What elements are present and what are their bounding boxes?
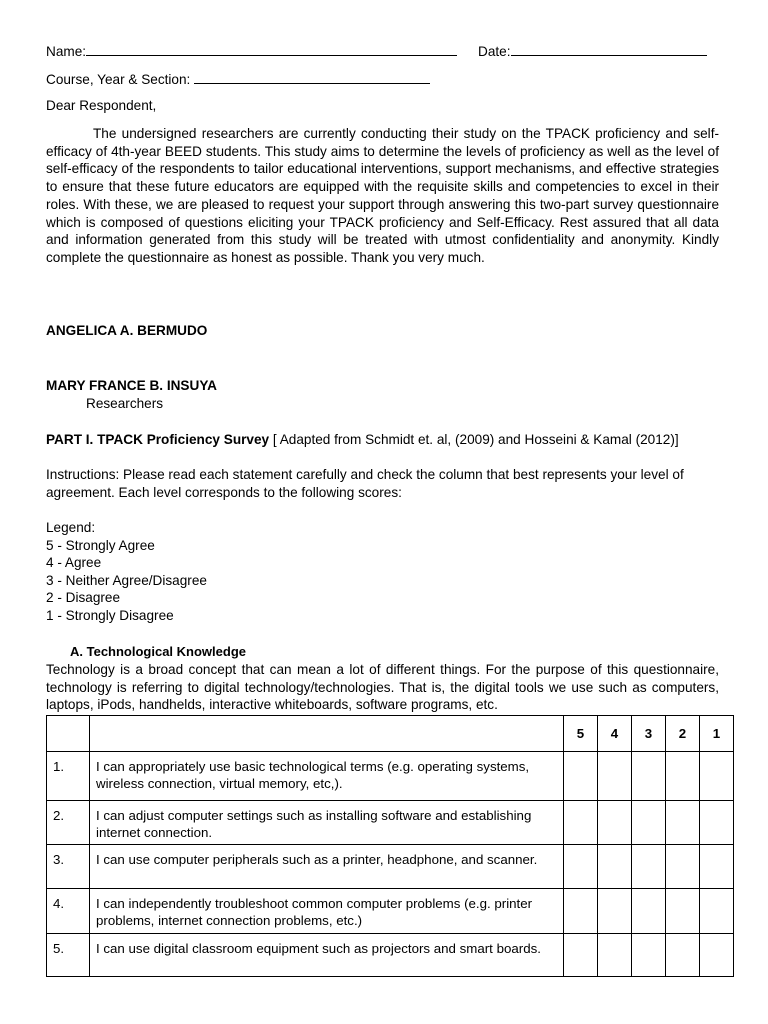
score-cell-3[interactable] <box>632 752 666 801</box>
intro-text: The undersigned researchers are currently conducting their study on the TPACK proficiency and self-efficacy of 4th-year BEED students. This study aims to determine the levels of proficiency as well as the level of self-efficacy of the respondents to tailor educational interventions, support mechanisms, and effective strategies to ensure that these future educators are equipped with the requisite skills and competencies to excel in their roles. With these, we are pleased to request your support through answering this two-part survey questionnaire which is composed of questions eliciting your TPACK proficiency and Self-Efficacy. Rest assured that all data and information generated from this study will be treated with utmost confidentiality and anonymity. Kindly complete the questionnaire as honest as possible. Thank you very much. <box>46 126 719 265</box>
table-header-row <box>47 716 734 752</box>
part1-heading <box>46 432 679 447</box>
part1-source: [ Adapted from Schmidt et. al, (2009) and Hosseini & Kamal (2012)] <box>272 432 679 447</box>
legend-item: 2 - Disagree <box>46 590 121 606</box>
name-field <box>46 43 457 59</box>
score-cell-2[interactable] <box>666 801 700 845</box>
score-cell-3[interactable] <box>632 845 666 889</box>
researchers-role: Researchers <box>86 396 164 411</box>
item-number: 2. <box>47 801 90 845</box>
score-cell-5[interactable] <box>564 801 598 845</box>
score-cell-4[interactable] <box>598 801 632 845</box>
score-cell-2[interactable] <box>666 889 700 934</box>
score-cell-5[interactable] <box>564 934 598 977</box>
legend-item: 5 - Strongly Agree <box>46 537 155 553</box>
score-cell-2[interactable] <box>666 752 700 801</box>
item-number: 3. <box>47 845 90 889</box>
table-row <box>47 752 734 801</box>
name-blank[interactable] <box>86 43 457 56</box>
course-field <box>46 71 430 87</box>
researcher-name-1: ANGELICA A. BERMUDO <box>46 323 208 338</box>
score-cell-3[interactable] <box>632 889 666 934</box>
score-cell-1[interactable] <box>700 889 734 934</box>
score-cell-4[interactable] <box>598 845 632 889</box>
part1-title: PART I. TPACK Proficiency Survey <box>46 432 270 447</box>
item-statement: I can independently troubleshoot common computer problems (e.g. printer problems, internet connection problems, etc.) <box>90 889 564 934</box>
score-cell-2[interactable] <box>666 934 700 977</box>
table-row <box>47 845 734 889</box>
table-row <box>47 934 734 977</box>
header-num-cell <box>47 716 90 752</box>
legend <box>46 519 207 625</box>
date-blank[interactable] <box>511 43 707 56</box>
score-cell-4[interactable] <box>598 934 632 977</box>
item-statement: I can adjust computer settings such as installing software and establishing internet connection. <box>90 801 564 845</box>
item-number: 5. <box>47 934 90 977</box>
date-field <box>478 43 707 59</box>
date-label: Date: <box>478 44 511 59</box>
score-cell-2[interactable] <box>666 845 700 889</box>
score-cell-4[interactable] <box>598 889 632 934</box>
intro-paragraph <box>46 125 719 267</box>
score-cell-1[interactable] <box>700 845 734 889</box>
researcher-name-2: MARY FRANCE B. INSUYA <box>46 378 217 393</box>
table-row <box>47 889 734 934</box>
course-blank[interactable] <box>194 71 430 84</box>
name-label: Name: <box>46 44 87 59</box>
score-header-1: 1 <box>700 716 734 752</box>
item-statement: I can use computer peripherals such as a printer, headphone, and scanner. <box>90 845 564 889</box>
tk-survey-table <box>46 715 734 977</box>
section-a-title: A. Technological Knowledge <box>70 644 246 659</box>
item-number: 4. <box>47 889 90 934</box>
instructions: Instructions: Please read each statement carefully and check the column that best represents your level of agreement. Each level corresponds to the following scores: <box>46 467 684 500</box>
score-header-3: 3 <box>632 716 666 752</box>
salutation: Dear Respondent, <box>46 98 157 113</box>
score-header-4: 4 <box>598 716 632 752</box>
legend-item: 1 - Strongly Disagree <box>46 607 174 623</box>
score-cell-4[interactable] <box>598 752 632 801</box>
legend-item: 4 - Agree <box>46 555 102 571</box>
score-cell-5[interactable] <box>564 752 598 801</box>
score-header-5: 5 <box>564 716 598 752</box>
score-cell-1[interactable] <box>700 934 734 977</box>
score-cell-1[interactable] <box>700 752 734 801</box>
legend-title: Legend: <box>46 520 96 535</box>
score-cell-3[interactable] <box>632 934 666 977</box>
score-cell-5[interactable] <box>564 845 598 889</box>
item-statement: I can appropriately use basic technological terms (e.g. operating systems, wireless connection, virtual memory, etc,). <box>90 752 564 801</box>
section-a-description: Technology is a broad concept that can mean a lot of different things. For the purpose of this questionnaire, technology is referring to digital technology/technologies. That is, the digital tools we use such as computers, laptops, iPods, handhelds, interactive whiteboards, software programs, etc. <box>46 662 719 713</box>
legend-item: 3 - Neither Agree/Disagree <box>46 572 207 588</box>
score-header-2: 2 <box>666 716 700 752</box>
score-cell-1[interactable] <box>700 801 734 845</box>
table-row <box>47 801 734 845</box>
score-cell-3[interactable] <box>632 801 666 845</box>
item-statement: I can use digital classroom equipment such as projectors and smart boards. <box>90 934 564 977</box>
header-statement-cell <box>90 716 564 752</box>
score-cell-5[interactable] <box>564 889 598 934</box>
course-label: Course, Year & Section: <box>46 72 191 87</box>
item-number: 1. <box>47 752 90 801</box>
